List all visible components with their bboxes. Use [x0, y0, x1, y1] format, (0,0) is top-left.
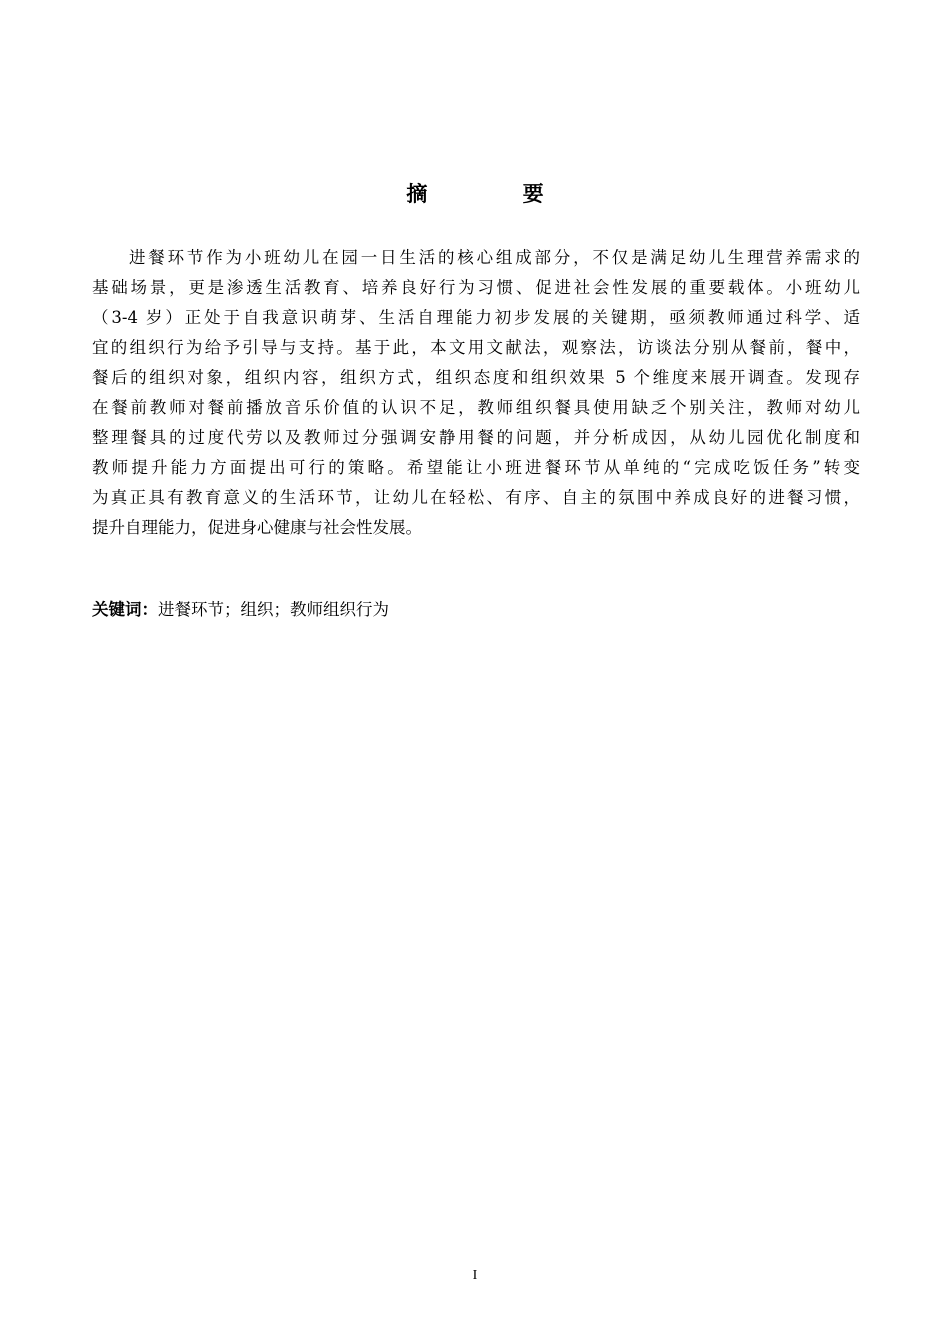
keywords-text: 进餐环节；组织；教师组织行为: [158, 600, 389, 619]
abstract-line: （3-4 岁）正处于自我意识萌芽、生活自理能力初步发展的关键期，亟须教师通过科学、适: [92, 308, 860, 327]
abstract-body: [92, 243, 860, 543]
abstract-line: 在餐前教师对餐前播放音乐价值的认识不足，教师组织餐具使用缺乏个别关注，教师对幼儿: [92, 398, 860, 417]
abstract-line: 进餐环节作为小班幼儿在园一日生活的核心组成部分，不仅是满足幼儿生理营养需求的: [129, 248, 860, 267]
abstract-line: 整理餐具的过度代劳以及教师过分强调安静用餐的问题，并分析成因，从幼儿园优化制度和: [92, 428, 860, 447]
abstract-line: 提升自理能力，促进身心健康与社会性发展。: [92, 518, 422, 537]
abstract-line: 教师提升能力方面提出可行的策略。希望能让小班进餐环节从单纯的“完成吃饭任务”转变: [92, 458, 860, 477]
keywords-label: 关键词：: [92, 600, 158, 619]
abstract-line: 为真正具有教育意义的生活环节，让幼儿在轻松、有序、自主的氛围中养成良好的进餐习惯，: [92, 488, 860, 507]
abstract-line: 基础场景，更是渗透生活教育、培养良好行为习惯、促进社会性发展的重要载体。小班幼儿: [92, 278, 860, 297]
abstract-line: 宜的组织行为给予引导与支持。基于此，本文用文献法，观察法，访谈法分别从餐前，餐中，: [92, 338, 860, 357]
abstract-line: 餐后的组织对象，组织内容，组织方式，组织态度和组织效果 5 个维度来展开调查。发现存: [92, 368, 860, 387]
page-title: 摘 要: [406, 182, 588, 206]
keywords: [92, 595, 389, 625]
page-number: I: [472, 1268, 478, 1283]
